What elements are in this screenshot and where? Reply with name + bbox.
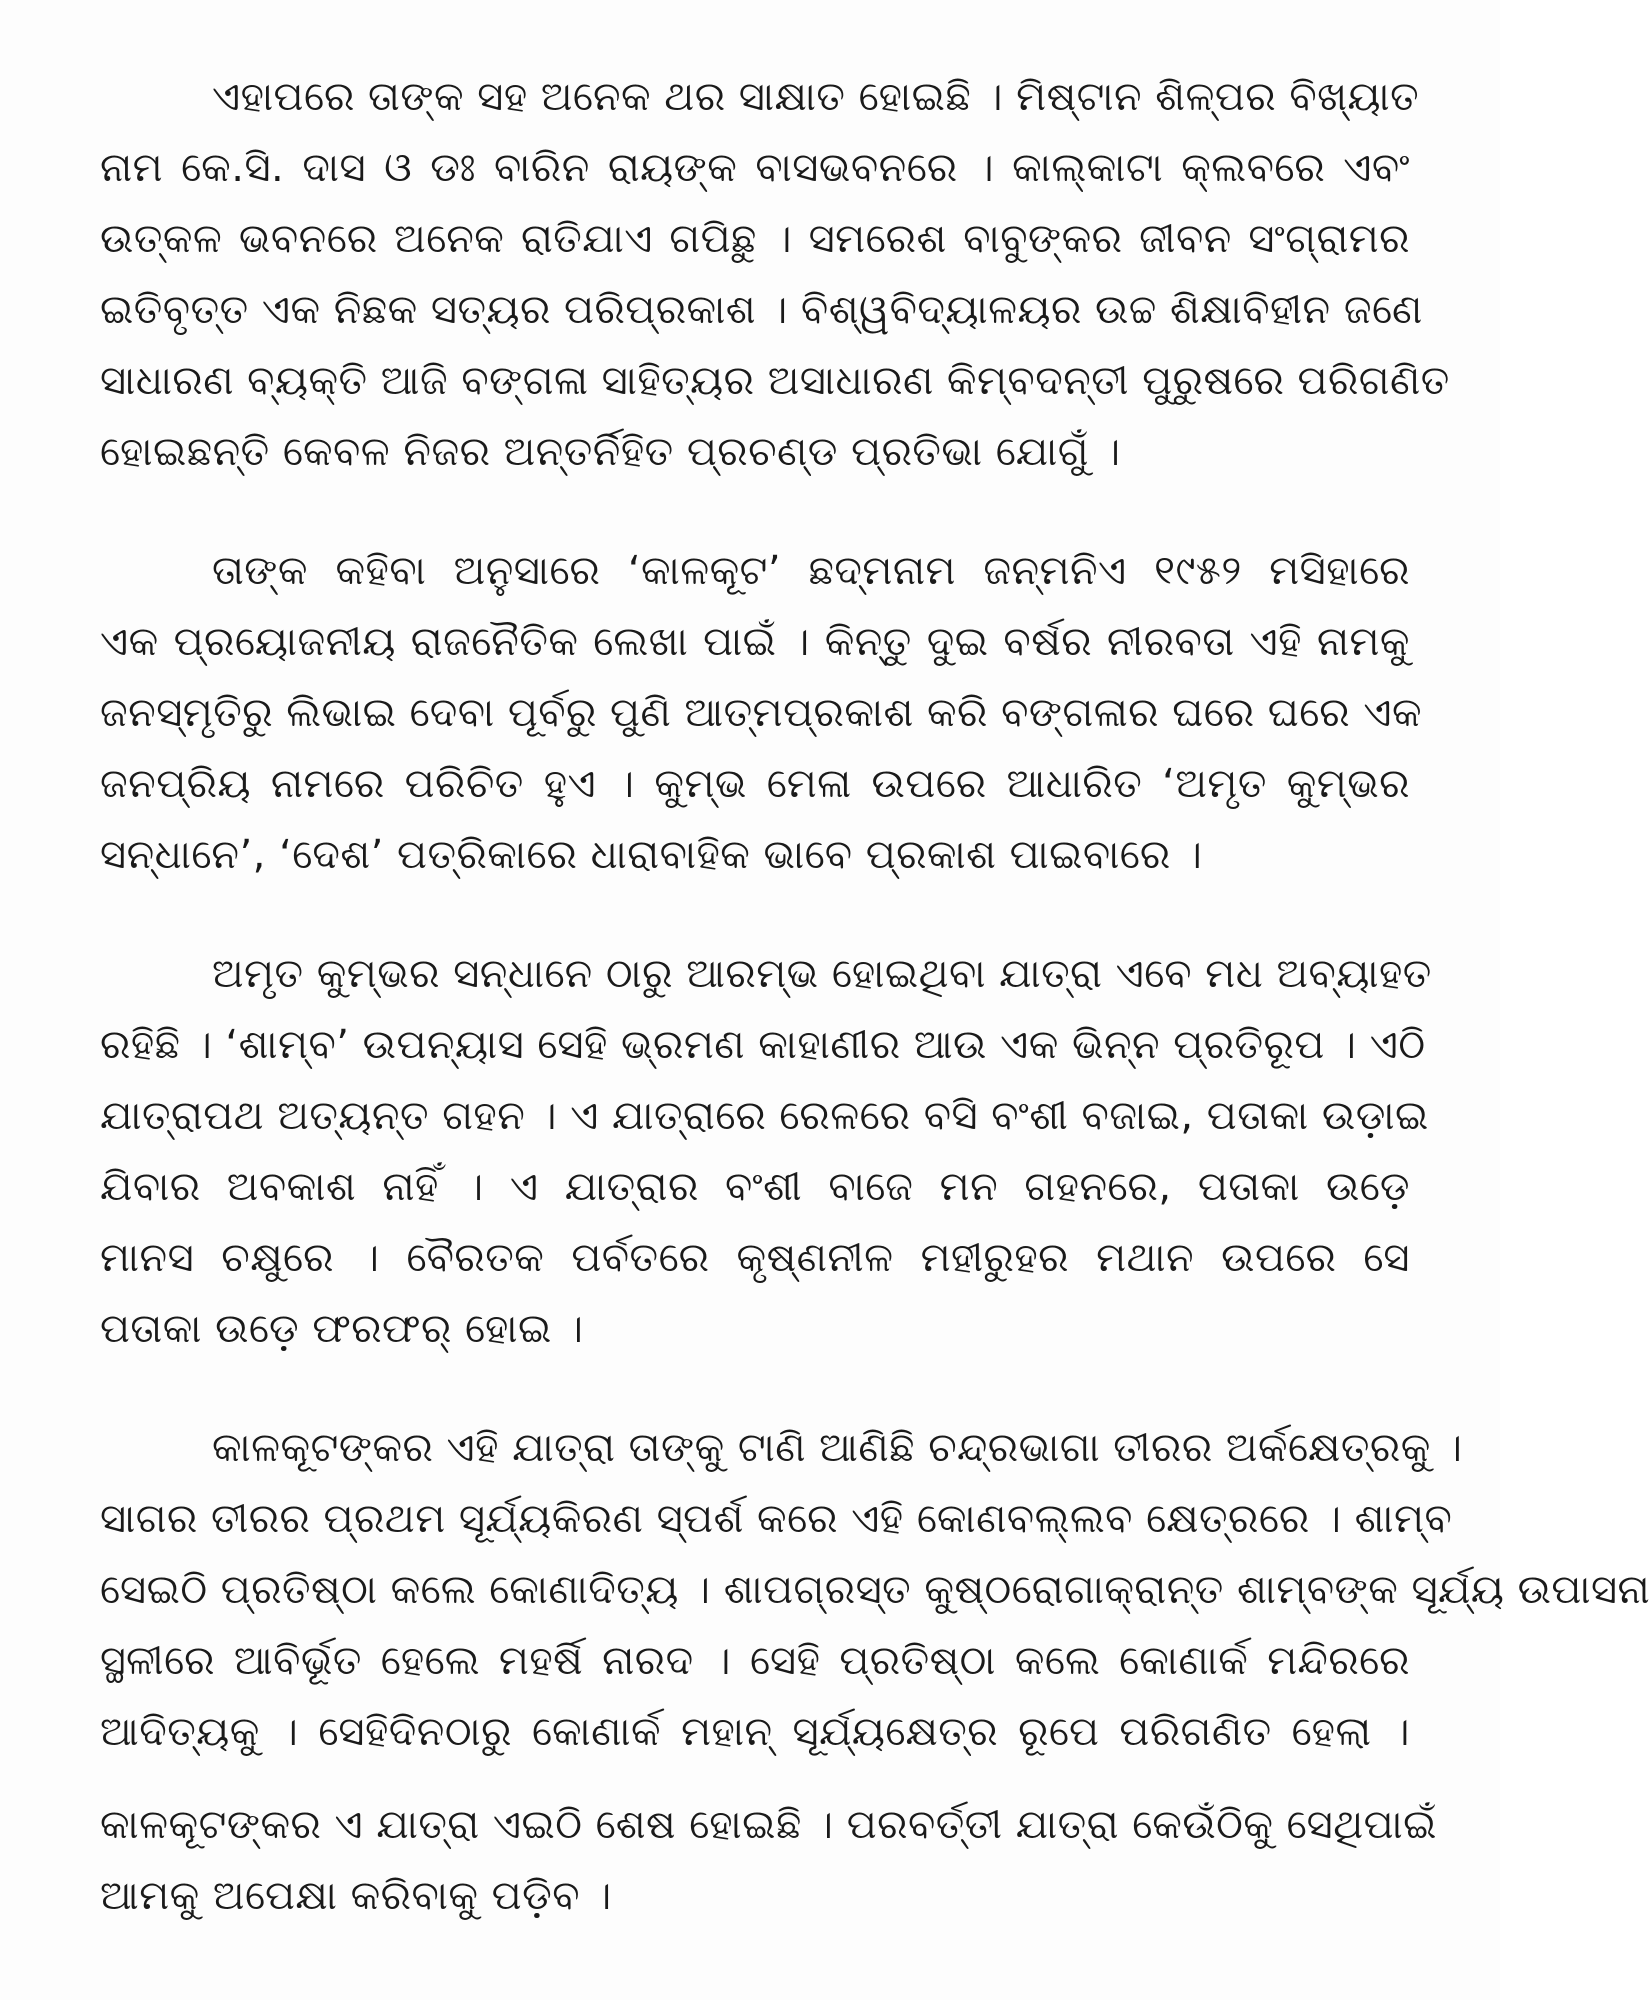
paragraph-line: ଜନପ୍ରିୟ ନାମରେ ପରିଚିତ ହୁଏ । କୁମ୍ଭ ମେଳା ଉପରେ ଆଧାରିତ ‘ଅମୃତ କୁମ୍ଭର	[100, 761, 1410, 807]
paragraph-3	[100, 939, 1432, 1365]
paragraph-2	[100, 536, 1423, 891]
paragraph-5	[100, 1790, 1437, 1932]
paragraph-4	[100, 1413, 1650, 1768]
paragraph-line: ମାନସ ଚକ୍ଷୁରେ । ବୈରତକ ପର୍ବତରେ କୃଷ୍ଣନୀଳ ମହୀରୁହର ମଥାନ ଉପରେ ସେ	[100, 1235, 1410, 1281]
paragraph-line: ଅମୃତ କୁମ୍ଭର ସନ୍ଧାନେ ଠାରୁ ଆରମ୍ଭ ହୋଇଥିବା ଯାତ୍ରା ଏବେ ମଧ ଅବ୍ୟାହତ	[212, 951, 1432, 997]
paragraph-line: ସ୍ଥଳୀରେ ଆବିର୍ଭୂତ ହେଲେ ମହର୍ଷି ନାରଦ । ସେହି ପ୍ରତିଷ୍ଠା କଲେ କୋଣାର୍କ ମନ୍ଦିରରେ	[100, 1638, 1410, 1684]
paragraph-line: ତାଙ୍କ କହିବା ଅନୁସାରେ ‘କାଳକୂଟ’ ଛଦ୍ମନାମ ଜନ୍ମନିଏ ୧୯୫୨ ମସିହାରେ	[212, 548, 1410, 594]
paragraph-line: ଯାତ୍ରାପଥ ଅତ୍ୟନ୍ତ ଗହନ । ଏ ଯାତ୍ରାରେ ରେଳରେ ବସି ବଂଶୀ ବଜାଇ, ପତାକା ଉଡ଼ାଇ	[100, 1093, 1429, 1139]
paragraph-line: ରହିଛି । ‘ଶାମ୍ବ’ ଉପନ୍ୟାସ ସେହି ଭ୍ରମଣ କାହାଣୀର ଆଉ ଏକ ଭିନ୍ନ ପ୍ରତିରୂପ । ଏଠି	[100, 1022, 1426, 1068]
paragraph-line: ହୋଇଛନ୍ତି କେବଳ ନିଜର ଅନ୍ତର୍ନିହିତ ପ୍ରଚଣ୍ଡ ପ୍ରତିଭା ଯୋଗୁଁ ।	[100, 429, 1121, 475]
paragraph-line: ସନ୍ଧାନେ’, ‘ଦେଶ’ ପତ୍ରିକାରେ ଧାରାବାହିକ ଭାବେ ପ୍ରକାଶ ପାଇବାରେ ।	[100, 832, 1203, 878]
paragraph-line: ପତାକା ଉଡ଼େ ଫରଫର୍ ହୋଇ ।	[100, 1306, 584, 1352]
paragraph-line: ସେଇଠି ପ୍ରତିଷ୍ଠା କଲେ କୋଣାଦିତ୍ୟ । ଶାପଗ୍ରସ୍ତ କୁଷ୍ଠରୋଗାକ୍ରାନ୍ତ ଶାମ୍ବଙ୍କ ସୂର୍ଯ୍ୟ ଉପାସନା	[100, 1567, 1650, 1613]
paragraph-line: ଇତିବୃତ୍ତ ଏକ ନିଛକ ସତ୍ୟର ପରିପ୍ରକାଶ । ବିଶ୍ୱବିଦ୍ୟାଳୟର ଉଚ୍ଚ ଶିକ୍ଷାବିହୀନ ଜଣେ	[100, 287, 1423, 333]
document-body	[100, 62, 1650, 1932]
paragraph-line: ଉତ୍କଳ ଭବନରେ ଅନେକ ରାତିଯାଏ ଗପିଛୁ । ସମରେଶ ବାବୁଙ୍କର ଜୀବନ ସଂଗ୍ରାମର	[100, 216, 1410, 262]
paragraph-line: ସାଧାରଣ ବ୍ୟକ୍ତି ଆଜି ବଙ୍ଗଳା ସାହିତ୍ୟର ଅସାଧାରଣ କିମ୍ବଦନ୍ତୀ ପୁରୁଷରେ ପରିଗଣିତ	[100, 358, 1450, 404]
paragraph-line: ଆଦିତ୍ୟକୁ । ସେହିଦିନଠାରୁ କୋଣାର୍କ ମହାନ୍ ସୂର୍ଯ୍ୟକ୍ଷେତ୍ର ରୂପେ ପରିଗଣିତ ହେଲା ।	[100, 1709, 1410, 1755]
paragraph-line: ସାଗର ତୀରର ପ୍ରଥମ ସୂର୍ଯ୍ୟକିରଣ ସ୍ପର୍ଶ କରେ ଏହି କୋଣବଲ୍ଲବ କ୍ଷେତ୍ରରେ । ଶାମ୍ବ	[100, 1496, 1453, 1542]
paragraph-line: ନାମ କେ.ସି. ଦାସ ଓ ଡଃ ବାରିନ ରାୟଙ୍କ ବାସଭବନରେ । କାଲ୍‌କାଟା କ୍ଲବରେ ଏବଂ	[100, 145, 1410, 191]
paragraph-line: କାଳକୂଟଙ୍କର ଏ ଯାତ୍ରା ଏଇଠି ଶେଷ ହୋଇଛି । ପରବର୍ତ୍ତୀ ଯାତ୍ରା କେଉଁଠିକୁ ସେଥିପାଇଁ	[100, 1802, 1437, 1848]
paragraph-line: ଯିବାର ଅବକାଶ ନାହିଁ । ଏ ଯାତ୍ରାର ବଂଶୀ ବାଜେ ମନ ଗହନରେ, ପତାକା ଉଡ଼େ	[100, 1164, 1410, 1210]
paragraph-line: ଏହାପରେ ତାଙ୍କ ସହ ଅନେକ ଥର ସାକ୍ଷାତ ହୋଇଛି । ମିଷ୍ଟାନ ଶିଳ୍ପର ବିଖ୍ୟାତ	[212, 74, 1420, 120]
paragraph-line: କାଳକୂଟଙ୍କର ଏହି ଯାତ୍ରା ତାଙ୍କୁ ଟାଣି ଆଣିଛି ଚନ୍ଦ୍ରଭାଗା ତୀରର ଅର୍କକ୍ଷେତ୍ରକୁ ।	[212, 1425, 1463, 1471]
paragraph-line: ଆମକୁ ଅପେକ୍ଷା କରିବାକୁ ପଡ଼ିବ ।	[100, 1873, 612, 1919]
paragraph-line: ଜନସ୍ମୃତିରୁ ଲିଭାଇ ଦେବା ପୂର୍ବରୁ ପୁଣି ଆତ୍ମପ୍ରକାଶ କରି ବଙ୍ଗଳାର ଘରେ ଘରେ ଏକ	[100, 690, 1423, 736]
paragraph-1	[100, 62, 1450, 488]
paragraph-line: ଏକ ପ୍ରୟୋଜନୀୟ ରାଜନୈତିକ ଲେଖା ପାଇଁ । କିନ୍ତୁ ଦୁଇ ବର୍ଷର ନୀରବତା ଏହି ନାମକୁ	[100, 619, 1410, 665]
